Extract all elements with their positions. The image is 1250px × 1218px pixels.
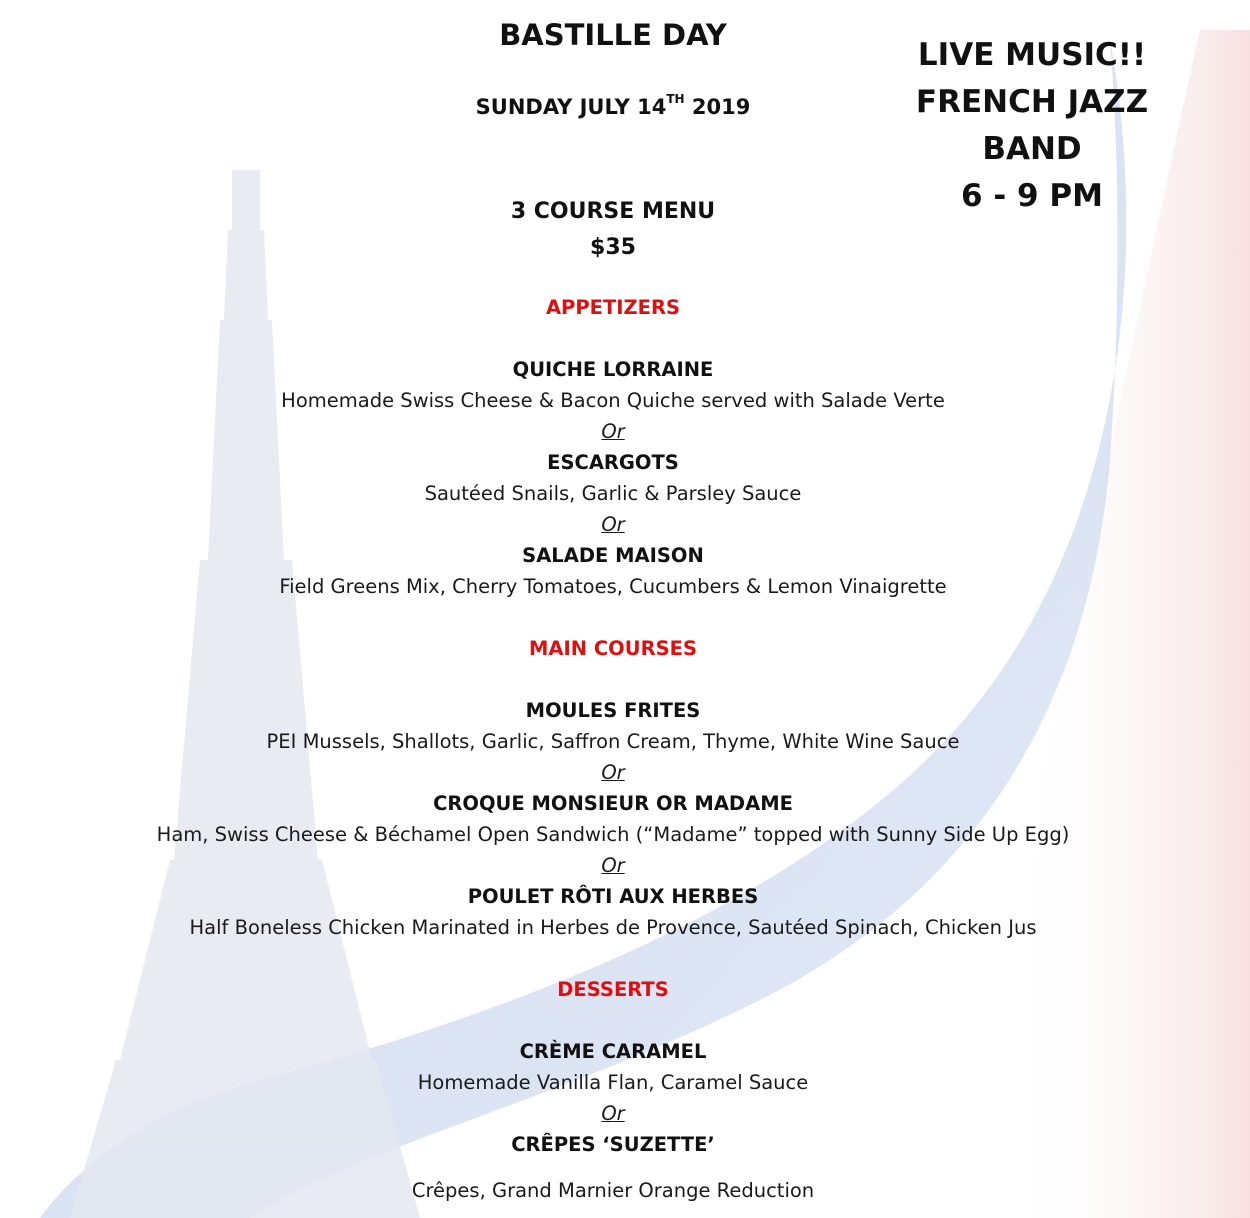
- appetizers-heading: APPETIZERS: [545, 296, 681, 319]
- menu-list: [0, 292, 1226, 1206]
- dish-description: Half Boneless Chicken Marinated in Herbes de Provence, Sautéed Spinach, Chicken Jus: [189, 916, 1037, 939]
- menu-price: $35: [590, 235, 636, 260]
- dish-description: Ham, Swiss Cheese & Béchamel Open Sandwich (“Madame” topped with Sunny Side Up Egg): [156, 823, 1070, 846]
- event-date-suffix: TH: [666, 92, 685, 106]
- dish-description: Homemade Vanilla Flan, Caramel Sauce: [417, 1071, 809, 1094]
- live-music-line-1: LIVE MUSIC!!: [917, 37, 1147, 73]
- event-date-year: 2019: [691, 95, 751, 119]
- dish-description: Field Greens Mix, Cherry Tomatoes, Cucumbers & Lemon Vinaigrette: [279, 575, 947, 598]
- live-music-line-3: BAND: [982, 131, 1082, 167]
- course-menu-label: 3 COURSE MENU: [510, 199, 716, 224]
- live-music-block: [880, 32, 1184, 220]
- or-separator: Or: [601, 513, 625, 536]
- course-menu-block: [413, 194, 813, 266]
- dish-name: CRÈME CARAMEL: [519, 1040, 707, 1063]
- event-date: [363, 92, 863, 119]
- main-courses-heading: MAIN COURSES: [528, 637, 697, 660]
- dish-name: ESCARGOTS: [547, 451, 679, 474]
- live-music-line-4: 6 - 9 PM: [961, 178, 1103, 214]
- dish-name: MOULES FRITES: [525, 699, 701, 722]
- or-separator: Or: [601, 1102, 625, 1125]
- dish-description: Sautéed Snails, Garlic & Parsley Sauce: [424, 482, 802, 505]
- dish-name: CRÊPES ‘SUZETTE’: [511, 1133, 715, 1156]
- dish-description: PEI Mussels, Shallots, Garlic, Saffron Cream, Thyme, White Wine Sauce: [266, 730, 960, 753]
- or-separator: Or: [601, 761, 625, 784]
- live-music-line-2: FRENCH JAZZ: [915, 84, 1149, 120]
- or-separator: Or: [601, 854, 625, 877]
- dish-name: POULET RÔTI AUX HERBES: [467, 885, 759, 908]
- desserts-heading: DESSERTS: [557, 978, 669, 1001]
- or-separator: Or: [601, 420, 625, 443]
- event-title: BASTILLE DAY: [499, 18, 727, 52]
- dish-name: SALADE MAISON: [522, 544, 704, 567]
- dish-name: QUICHE LORRAINE: [512, 358, 714, 381]
- event-date-main: SUNDAY JULY 14: [475, 95, 667, 119]
- dish-name: CROQUE MONSIEUR OR MADAME: [433, 792, 793, 815]
- dish-description: Homemade Swiss Cheese & Bacon Quiche served with Salade Verte: [281, 389, 945, 412]
- dish-description: Crêpes, Grand Marnier Orange Reduction: [411, 1179, 815, 1202]
